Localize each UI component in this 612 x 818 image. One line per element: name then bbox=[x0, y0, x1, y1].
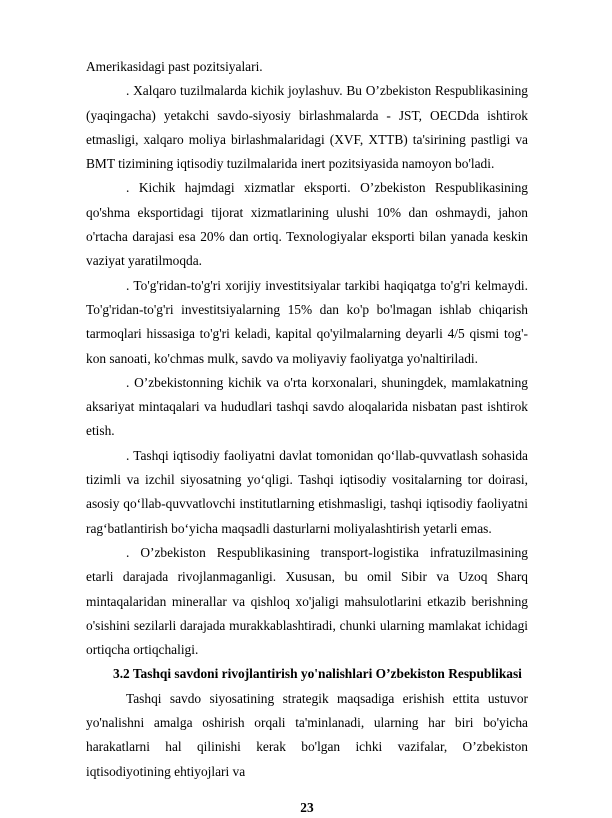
paragraph: Tashqi savdo siyosatining strategik maqsadiga erishish ettita ustuvor yo'nalishni amalga oshirish orqali ta'minlanadi, ularning har biri bo'yicha harakatlarni hal qilinishi kerak bo'lgan ichki vazifalar, O’zbekiston iqtisodiyotining ehtiyojlari va bbox=[86, 690, 528, 779]
paragraph: . Kichik hajmdagi xizmatlar eksporti. O’zbekiston Respublikasining qo'shma eksportidagi tijorat xizmatlarining ulushi 10% dan oshmaydi, jahon o'rtacha darajasi esa 20% dan ortiq. Texnologiyalar eksporti bilan yanada keskin vaziyat yaratilmoqda. bbox=[86, 180, 528, 269]
paragraph: . Xalqaro tuzilmalarda kichik joylashuv. Bu O’zbekiston Respublikasining (yaqingacha) yetakchi savdo-siyosiy birlashmalarda - JST, OECDda ishtirok etmasligi, xalqaro moliya birlashmalaridagi (XVF, XTTB) ta'sirining pastligi va BMT tizimining iqtisodiy tuzilmalarida inert pozitsiyasida namoyon bo'ladi. bbox=[86, 83, 528, 172]
section-heading: 3.2 Tashqi savdoni rivojlantirish yo'nalishlari O’zbekiston Respublikasi bbox=[113, 666, 522, 682]
page-number: 23 bbox=[300, 799, 314, 815]
paragraph: . O’zbekiston Respublikasining transport-logistika infratuzilmasining etarli darajada rivojlanmaganligi. Xususan, bu omil Sibir va Uzoq Sharq mintaqalaridan minerallar va qishloq xo'jaligi mahsulotlarini etkazib berishning o'sishini sezilarli darajada murakkablashtiradi, chunki ularning mamlakat ichidagi ortiqcha ortiqchaligi. bbox=[86, 544, 528, 658]
paragraph: . Tashqi iqtisodiy faoliyatni davlat tomonidan qo‘llab-quvvatlash sohasida tizimli va izchil siyosatning yo‘qligi. Tashqi iqtisodiy vositalarning tor doirasi, asosiy qo‘llab-quvvatlovchi institutlarning etishmasligi, tashqi iqtisodiy faoliyatni rag‘batlantirish bo‘yicha maqsadli dasturlarni moliyalashtirish yetarli emas. bbox=[86, 447, 528, 536]
paragraph: Amerikasidagi past pozitsiyalari. bbox=[86, 59, 263, 74]
paragraph: . To'g'ridan-to'g'ri xorijiy investitsiyalar tarkibi haqiqatga to'g'ri kelmaydi. To'g'ridan-to'g'ri investitsiyalarning 15% dan ko'p bo'lmagan ishlab chiqarish tarmoqlari hissasiga to'g'ri keladi, kapital qo'yilmalarning deyarli 4/5 qismi tog'-kon sanoati, ko'chmas mulk, savdo va moliyaviy faoliyatga yo'naltiriladi. bbox=[86, 277, 528, 366]
document-page bbox=[86, 55, 528, 818]
paragraph: . O’zbekistonning kichik va o'rta korxonalari, shuningdek, mamlakatning aksariyat mintaqalari va hududlari tashqi savdo aloqalarida nisbatan past ishtirok etish. bbox=[86, 374, 528, 439]
